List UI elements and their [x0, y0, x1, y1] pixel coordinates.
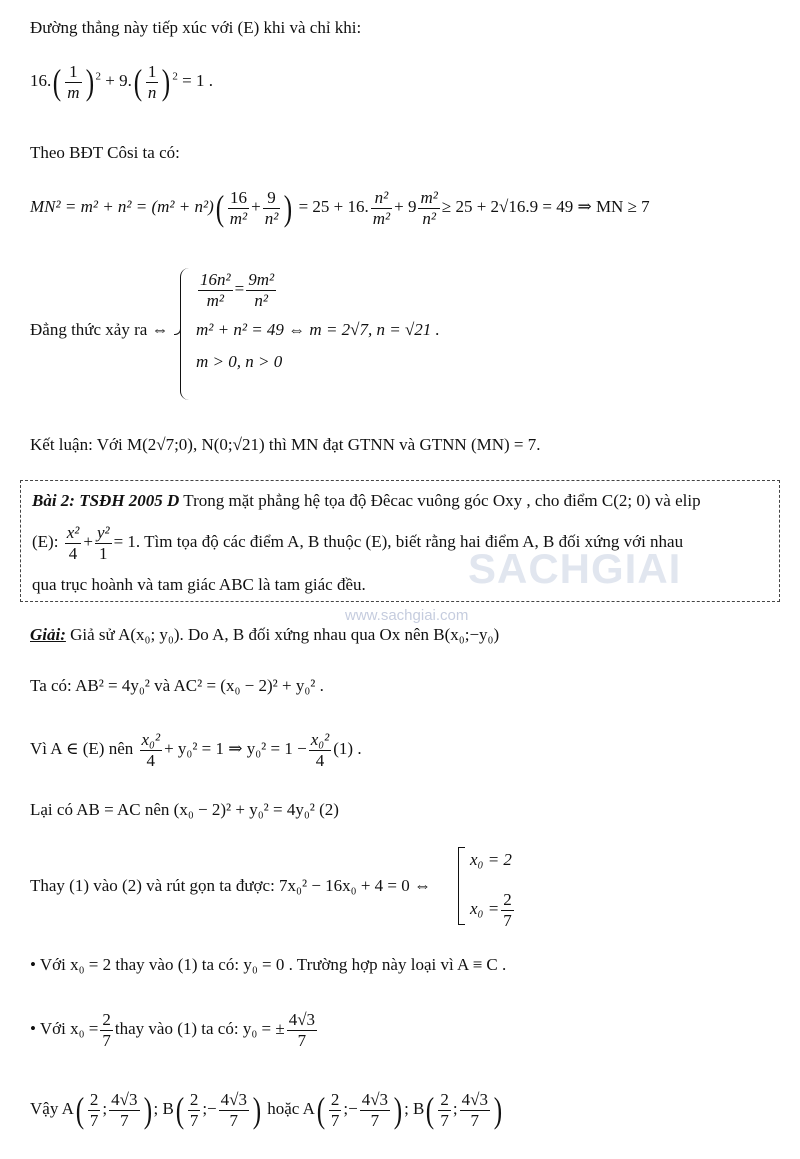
system-brace: [180, 268, 189, 400]
system-eq-1: $\frac{\text{16n²}}{\text{m²}}$ = $\frac{\text{9m²}}{\text{n²}}$: [200, 270, 275, 310]
problem-title: Bài 2: TSĐH 2005 D: [32, 491, 180, 510]
system-eq-3: m > 0, n > 0: [196, 352, 283, 371]
root-1: x₀ = 2: [470, 850, 512, 869]
problem-line-3: qua trục hoành và tam giác ABC là tam giác đều.: [32, 575, 366, 594]
text-ab-eq-ac: Lại có AB = AC nên (x₀ − 2)² + y₀² = 4y₀² (2): [30, 800, 339, 819]
text-ab-ac: Ta có: AB² = 4y₀² và AC² = (x₀ − 2)² + y₀² .: [30, 676, 324, 695]
text-final-answer: Vậy A( $\frac{2}{7}$ ; $\frac{4√3}{7}$ ) ; B( $\frac{2}{7}$ ;− $\frac{4√3}{7}$ ) hoặc A( $\frac{2}{7}$ ;− $\frac{4√3}{7}$ ) ; B( $\frac{2}{7}$ ; $\frac{4√3}{7}$ ): [30, 1090, 503, 1131]
equation-mn-squared: MN² = m² + n² = (m² + n²)( $\frac{16}{\text{m²}}$ + $\frac{9}{\text{n²}}$ ) = 25 + 16. $\frac{\text{n²}}{\text{m²}}$ + 9 $\frac{\text{m²}}{\text{n²}}$ ≥ 25 + 2√16.9 = 49 ⇒ MN ≥ 7: [30, 188, 650, 229]
solution-intro: Giải: Giả sử A(x₀; y₀). Do A, B đối xứng nhau qua Ox nên B(x₀;−y₀): [30, 625, 500, 644]
solution-bracket: [458, 847, 465, 925]
equation-ellipse-sub: Vì A ∈ (E) nên $\frac{\text{x₀²}}{4}$ + y₀² = 1 ⇒ y₀² = 1 − $\frac{\text{x₀²}}{4}$ (1) .: [30, 730, 362, 770]
text-case-2: • Với x₀ = $\frac{2}{7}$ thay vào (1) ta có: y₀ = ± $\frac{4√3}{7}$: [30, 1010, 316, 1050]
text-line-tangent-condition: Đường thẳng này tiếp xúc với (E) khi và chỉ khi:: [30, 18, 362, 37]
equation-tangent: 16.( $\frac{1}{m}$ ) $^2$ + 9.( $\frac{1}{n}$ ) $^2$ = 1 .: [30, 62, 213, 103]
system-eq-2: m² + n² = 49 ⇔ m = 2√7, n = √21 .: [196, 320, 440, 339]
text-case-1: • Với x₀ = 2 thay vào (1) ta có: y₀ = 0 . Trường hợp này loại vì A ≡ C .: [30, 955, 507, 974]
solution-label: Giải:: [30, 625, 66, 644]
root-2: x₀ = $\frac{2}{7}$: [470, 890, 512, 930]
text-line-cauchy: Theo BĐT Côsi ta có:: [30, 143, 180, 162]
problem-line-2: (E): $\frac{\text{x²}}{4}$ + $\frac{\text{y²}}{1}$ = 1. Tìm tọa độ các điểm A, B thuộc (E), biết rằng hai điểm A, B đối xứng với nhau: [32, 523, 684, 563]
text-quadratic: Thay (1) vào (2) và rút gọn ta được: 7x₀² − 16x₀ + 4 = 0 ⇔: [30, 876, 432, 895]
text-equality-condition: Đẳng thức xảy ra ⇔: [30, 320, 169, 339]
watermark-logo: SACHGIAI: [468, 545, 682, 592]
watermark-url: www.sachgiai.com: [345, 607, 469, 624]
problem-line-1: Bài 2: TSĐH 2005 D Trong mặt phẳng hệ tọa độ Đêcac vuông góc Oxy , cho điểm C(2; 0) và elip: [32, 491, 701, 510]
text-conclusion: Kết luận: Với M(2√7;0), N(0;√21) thì MN đạt GTNN và GTNN (MN) = 7.: [30, 435, 541, 454]
